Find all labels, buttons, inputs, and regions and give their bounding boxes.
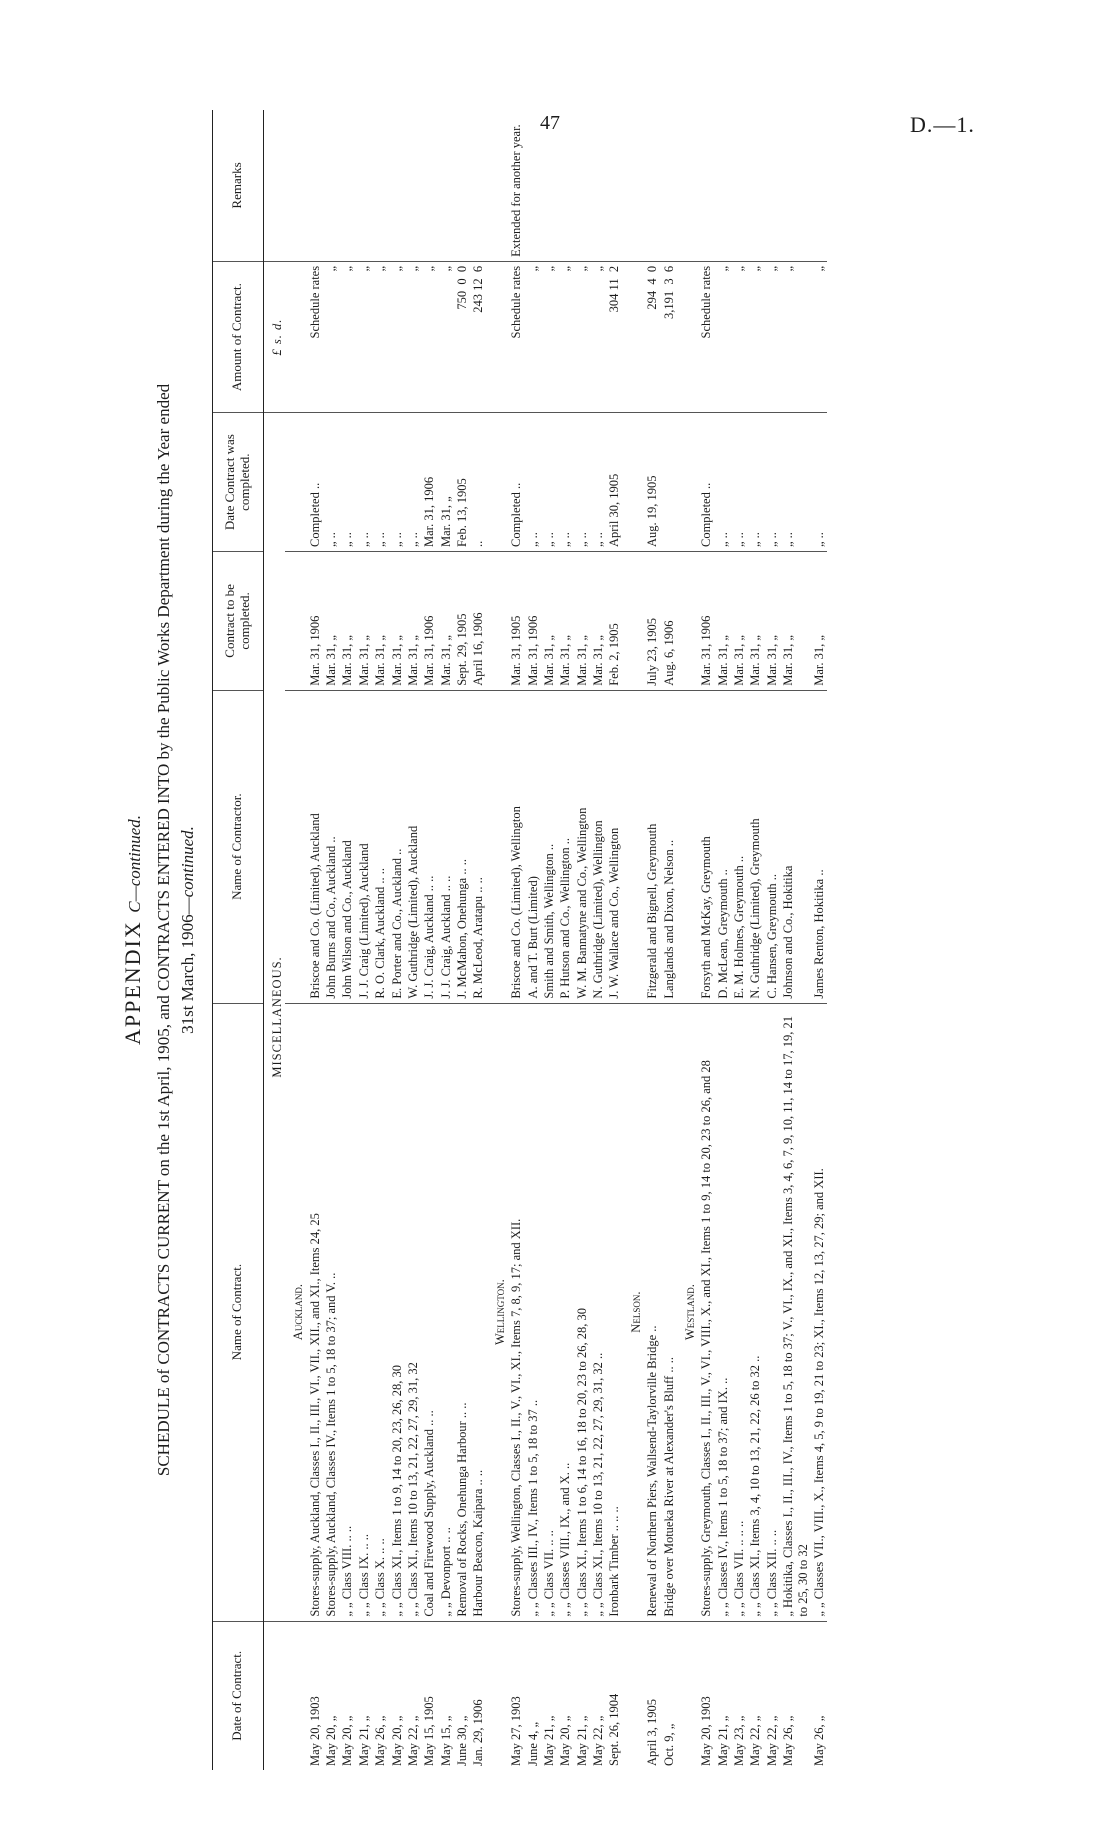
cell-completed: „ .. (574, 413, 590, 552)
table-row (541, 110, 557, 1770)
table-row (747, 110, 763, 1770)
table-row (470, 110, 486, 1770)
region-spacer (677, 110, 698, 261)
cell-contract-name: Harbour Beacon, Kaipara .. .. (470, 1003, 486, 1621)
col-amount-header: Amount of Contract. (213, 261, 264, 412)
cell-to-be-completed: Mar. 31, „ (747, 552, 763, 691)
cell-contract-name: „ „ Class VIII. .. .. (339, 1003, 355, 1621)
cell-contractor: Langlands and Dixon, Nelson .. (661, 690, 677, 1003)
header-row (213, 110, 264, 1770)
cell-remarks (606, 110, 622, 261)
cell-remarks (339, 110, 355, 261)
cell-remarks (307, 110, 323, 261)
table-row (307, 110, 323, 1770)
cell-completed: .. (470, 413, 486, 552)
table-row (715, 110, 731, 1770)
schedule-title-line1: SCHEDULE of CONTRACTS CURRENT on the 1st April, 1905, and CONTRACTS ENTERED INTO by the Public Works Department during the Year ended (154, 383, 173, 1477)
cell-amount: 243 12 6 (470, 261, 486, 412)
cell-to-be-completed: Feb. 2, 1905 (606, 552, 622, 691)
cell-to-be-completed: Mar. 31, „ (541, 552, 557, 691)
cell-to-be-completed: Mar. 31, „ (323, 552, 339, 691)
table-row (764, 110, 780, 1770)
cell-remarks (389, 110, 405, 261)
cell-date: May 20, „ (324, 1715, 338, 1766)
cell-date: May 15, „ (438, 1715, 453, 1766)
cell-contract-name: „ „ Devonport .. .. (438, 1003, 454, 1621)
cell-remarks (356, 110, 372, 261)
region-heading: Nelson. (623, 1003, 644, 1621)
cell-remarks (323, 110, 339, 261)
cell-date: May 23, „ (732, 1715, 746, 1766)
region-spacer (487, 552, 508, 691)
cell-contractor: A. and T. Burt (Limited) (525, 690, 541, 1003)
region-heading-row (623, 110, 644, 1770)
cell-contractor: J. J. Craig, Auckland .. .. (438, 690, 454, 1003)
cell-date: May 22, „ (405, 1715, 420, 1766)
cell-to-be-completed: Mar. 31, „ (557, 552, 573, 691)
region-spacer (487, 1621, 508, 1770)
schedule-title-line2-cont: continued. (178, 826, 197, 898)
cell-contractor: John Burns and Co., Auckland .. (323, 690, 339, 1003)
cell-completed: „ .. (389, 413, 405, 552)
cell-to-be-completed: Mar. 31, 1906 (307, 552, 323, 691)
cell-contractor: R. McLeod, Aratapu .. .. (470, 690, 486, 1003)
region-spacer (487, 261, 508, 412)
cell-amount: Schedule rates (508, 261, 524, 412)
cell-remarks (698, 110, 714, 261)
table-row (574, 110, 590, 1770)
cell-completed: Feb. 13, 1905 (454, 413, 470, 552)
cell-date: May 22, „ (748, 1715, 763, 1766)
region-heading-row (285, 110, 306, 1770)
cell-completed: Completed .. (307, 413, 323, 552)
cell-amount: „ (541, 261, 557, 412)
cell-contractor: W. Guthridge (Limited), Auckland (405, 690, 421, 1003)
cell-date: Sept. 26, 1904 (607, 1693, 622, 1766)
col-completed-header: Date Contract was completed. (213, 413, 264, 552)
region-heading: Wellington. (487, 1003, 508, 1621)
region-spacer (623, 1621, 644, 1770)
col-name-header: Name of Contract. (213, 1003, 264, 1621)
cell-completed: Mar. 31, 1906 (421, 413, 437, 552)
table-row (356, 110, 372, 1770)
cell-remarks (470, 110, 486, 261)
cell-amount: „ (590, 261, 606, 412)
cell-amount: 304 11 2 (606, 261, 622, 412)
cell-to-be-completed: Mar. 31, „ (764, 552, 780, 691)
cell-contractor: Fitzgerald and Bignell, Greymouth (644, 690, 660, 1003)
cell-remarks (715, 110, 731, 261)
table-body (263, 110, 827, 1770)
cell-amount: „ (339, 261, 355, 412)
cell-completed: Completed .. (508, 413, 524, 552)
cell-amount: „ (389, 261, 405, 412)
cell-to-be-completed: Aug. 6, 1906 (661, 552, 677, 691)
cell-contract-name: Stores-supply, Auckland, Classes IV., Items 1 to 5, 18 to 37; and V. .. (323, 1003, 339, 1621)
cell-contractor: P. Hutson and Co., Wellington .. (557, 690, 573, 1003)
cell-remarks (372, 110, 388, 261)
cell-contract-name: Stores-supply, Wellington, Classes I., II., V., VI., XI., Items 7, 8, 9, 17; and XII. (508, 1003, 524, 1621)
cell-amount: „ (438, 261, 454, 412)
table-row (557, 110, 573, 1770)
cell-date: April 3, 1905 (645, 1698, 660, 1766)
cell-remarks (421, 110, 437, 261)
cell-remarks: Extended for another year. (508, 110, 524, 261)
cell-completed: „ .. (557, 413, 573, 552)
cell-to-be-completed: Mar. 31, „ (731, 552, 747, 691)
cell-remarks (764, 110, 780, 261)
table-row (323, 110, 339, 1770)
cell-amount: 3,191 3 6 (661, 261, 677, 412)
cell-remarks (661, 110, 677, 261)
cell-to-be-completed: Mar. 31, „ (389, 552, 405, 691)
cell-remarks (574, 110, 590, 261)
table-row (421, 110, 437, 1770)
cell-contract-name: „ „ Class XI., Items 3, 4, 10 to 13, 21, 22, 26 to 32 .. (747, 1003, 763, 1621)
cell-to-be-completed: Mar. 31, „ (590, 552, 606, 691)
region-spacer (487, 413, 508, 552)
cell-amount: „ (731, 261, 747, 412)
cell-contract-name: „ „ Class X. .. .. (372, 1003, 388, 1621)
section-title-row (263, 110, 285, 1770)
cell-amount: „ (557, 261, 573, 412)
region-heading: Westland. (677, 1003, 698, 1621)
table-row (389, 110, 405, 1770)
cell-amount: „ (525, 261, 541, 412)
cell-to-be-completed: Mar. 31, „ (574, 552, 590, 691)
schedule-title-line2-text: 31st March, 1906— (178, 897, 197, 1034)
cell-remarks (644, 110, 660, 261)
cell-contract-name: „ „ Class VII. .. .. .. (731, 1003, 747, 1621)
cell-contractor: J. J. Craig, Auckland .. .. (421, 690, 437, 1003)
cell-contractor: W. M. Bannatyne and Co., Wellington (574, 690, 590, 1003)
schedule-title-line2 (178, 80, 198, 1780)
cell-contractor: Smith and Smith, Wellington .. (541, 690, 557, 1003)
cell-date: May 21, „ (356, 1715, 371, 1766)
cell-date: June 4, „ (525, 1721, 540, 1766)
cell-amount: „ (747, 261, 763, 412)
cell-contractor: N. Guthridge (Limited), Greymouth (747, 690, 763, 1003)
contracts-table (212, 110, 827, 1770)
cell-date: Oct. 9, „ (661, 1723, 676, 1766)
table-row (644, 110, 660, 1770)
table-row (339, 110, 355, 1770)
section-spacer (263, 1621, 285, 1770)
table-row (454, 110, 470, 1770)
cell-date: May 21, „ (574, 1715, 589, 1766)
cell-contractor: N. Guthridge (Limited), Wellington (590, 690, 606, 1003)
cell-to-be-completed: Mar. 31, „ (780, 552, 811, 691)
table-row (811, 110, 827, 1770)
region-spacer (623, 552, 644, 691)
region-spacer (285, 110, 306, 261)
section-spacer-right (263, 110, 285, 261)
cell-contractor: J. McMahon, Onehunga .. .. (454, 690, 470, 1003)
cell-contract-name: „ „ Class XI., Items 10 to 13, 21, 22, 27, 29, 31, 32 .. (590, 1003, 606, 1621)
region-heading-row (677, 110, 698, 1770)
cell-remarks (557, 110, 573, 261)
cell-contract-name: Ironbark Timber .. .. .. (606, 1003, 622, 1621)
cell-contractor: J. J. Craig (Limited), Auckland (356, 690, 372, 1003)
lsd-label: £ s. d. (263, 261, 285, 412)
cell-completed: „ .. (764, 413, 780, 552)
col-remarks-header: Remarks (213, 110, 264, 261)
cell-date: May 22, „ (764, 1715, 779, 1766)
cell-remarks (731, 110, 747, 261)
cell-amount: Schedule rates (307, 261, 323, 412)
cell-amount: Schedule rates (698, 261, 714, 412)
col-to-be-completed-header: Contract to be completed. (213, 552, 264, 691)
cell-date: May 26, „ (811, 1715, 826, 1766)
region-spacer (623, 261, 644, 412)
cell-contract-name: „ Hokitika, Classes I., II., III., IV., Items 1 to 5, 18 to 37; V., VI., IX., and XI., Items 3, 4, 6, 7, 9, 10, 11, 14 to 17, 19, 21 to 25, 30 to 32 (780, 1003, 811, 1621)
cell-contract-name: Coal and Firewood Supply, Auckland .. .. (421, 1003, 437, 1621)
cell-date: May 27, 1903 (509, 1696, 524, 1766)
cell-date: Jan. 29, 1906 (471, 1699, 486, 1766)
cell-contractor: R. O. Clark, Auckland .. .. (372, 690, 388, 1003)
cell-completed: „ .. (780, 413, 811, 552)
table-row (405, 110, 421, 1770)
region-spacer (677, 261, 698, 412)
cell-remarks (590, 110, 606, 261)
region-spacer (677, 1621, 698, 1770)
cell-date: May 20, „ (389, 1715, 404, 1766)
cell-contractor: Johnson and Co., Hokitika (780, 690, 811, 1003)
appendix-title (120, 80, 146, 1780)
cell-remarks (525, 110, 541, 261)
table-row (698, 110, 714, 1770)
cell-date: May 20, „ (558, 1715, 573, 1766)
cell-completed: „ .. (323, 413, 339, 552)
table-row (525, 110, 541, 1770)
cell-to-be-completed: Mar. 31, „ (356, 552, 372, 691)
page-number: 47 (540, 112, 560, 134)
cell-completed: April 30, 1905 (606, 413, 622, 552)
region-spacer (677, 413, 698, 552)
cell-contract-name: Bridge over Motueka River at Alexander's Bluff .. .. (661, 1003, 677, 1621)
cell-to-be-completed: Mar. 31, 1905 (508, 552, 524, 691)
cell-amount: „ (764, 261, 780, 412)
cell-amount: „ (780, 261, 811, 412)
cell-contract-name: „ „ Classes VIII., IX., and X. .. (557, 1003, 573, 1621)
cell-completed: „ .. (590, 413, 606, 552)
cell-to-be-completed: Mar. 31, 1906 (698, 552, 714, 691)
cell-to-be-completed: July 23, 1905 (644, 552, 660, 691)
cell-amount: 750 0 0 (454, 261, 470, 412)
region-heading-row (487, 110, 508, 1770)
cell-remarks (811, 110, 827, 261)
cell-contractor: J. W. Wallace and Co., Wellington (606, 690, 622, 1003)
cell-amount: „ (421, 261, 437, 412)
cell-completed: „ .. (405, 413, 421, 552)
table-row (438, 110, 454, 1770)
cell-contractor: James Renton, Hokitika .. (811, 690, 827, 1003)
rotated-schedule (120, 80, 1080, 1780)
cell-remarks (405, 110, 421, 261)
cell-contract-name: Stores-supply, Greymouth, Classes I., II., III., V., VI., VIII., X., and XI., Items 1 to 9, 14 to 20, 23 to 26, and 28 (698, 1003, 714, 1621)
cell-contract-name: Stores-supply, Auckland, Classes I., II., III., VI., VII., XII., and XI., Items 24, 25 (307, 1003, 323, 1621)
cell-to-be-completed: Mar. 31, „ (339, 552, 355, 691)
cell-to-be-completed: Mar. 31, „ (438, 552, 454, 691)
cell-amount: 294 4 0 (644, 261, 660, 412)
region-spacer (623, 690, 644, 1003)
region-spacer (285, 261, 306, 412)
cell-date: May 22, „ (591, 1715, 605, 1766)
cell-contract-name: „ „ Classes IV., Items 1 to 5, 18 to 37; and IX. .. (715, 1003, 731, 1621)
cell-completed: „ .. (731, 413, 747, 552)
cell-amount: „ (323, 261, 339, 412)
cell-remarks (454, 110, 470, 261)
cell-date: May 26, „ (373, 1715, 388, 1766)
region-spacer (285, 413, 306, 552)
cell-date: May 20, 1903 (307, 1696, 322, 1766)
cell-remarks (780, 110, 811, 261)
region-spacer (677, 690, 698, 1003)
table-row (606, 110, 622, 1770)
cell-contractor: D. McLean, Greymouth .. (715, 690, 731, 1003)
region-spacer (487, 690, 508, 1003)
cell-contract-name: „ „ Class XII. .. .. (764, 1003, 780, 1621)
cell-contractor: C. Hansen, Greymouth .. (764, 690, 780, 1003)
cell-contract-name: „ „ Class VII. .. .. (541, 1003, 557, 1621)
table-row (508, 110, 524, 1770)
cell-date: May 15, 1905 (422, 1696, 437, 1766)
cell-amount: „ (356, 261, 372, 412)
cell-completed: Aug. 19, 1905 (644, 413, 660, 552)
cell-completed: „ .. (372, 413, 388, 552)
region-spacer (285, 552, 306, 691)
cell-completed: „ .. (747, 413, 763, 552)
cell-contract-name: „ „ Classes III., IV., Items 1 to 5, 18 to 37 .. (525, 1003, 541, 1621)
cell-to-be-completed: Mar. 31, „ (715, 552, 731, 691)
cell-date: June 30, „ (455, 1715, 469, 1766)
table-row (731, 110, 747, 1770)
cell-contractor: E. M. Holmes, Greymouth .. (731, 690, 747, 1003)
cell-completed (661, 413, 677, 552)
region-spacer (487, 110, 508, 261)
cell-contract-name: „ „ Class IX. .. .. (356, 1003, 372, 1621)
table-row (661, 110, 677, 1770)
cell-completed: „ .. (541, 413, 557, 552)
cell-completed: „ .. (715, 413, 731, 552)
region-spacer (623, 413, 644, 552)
cell-completed: „ .. (339, 413, 355, 552)
table-row (372, 110, 388, 1770)
document-id: D.—1. (910, 112, 975, 137)
cell-amount: „ (372, 261, 388, 412)
cell-to-be-completed: Mar. 31, „ (372, 552, 388, 691)
region-spacer (285, 690, 306, 1003)
col-date-header: Date of Contract. (213, 1621, 264, 1770)
table-row (780, 110, 811, 1770)
cell-to-be-completed: Mar. 31, 1906 (421, 552, 437, 691)
appendix-label: APPENDIX (120, 920, 145, 1046)
appendix-continued: C—continued. (125, 814, 144, 913)
cell-to-be-completed: Sept. 29, 1905 (454, 552, 470, 691)
region-heading: Auckland. (285, 1003, 306, 1621)
cell-completed: Completed .. (698, 413, 714, 552)
cell-contract-name: „ „ Classes VII., VIII., X., Items 4, 5, 9 to 19, 21 to 23; XI., Items 12, 13, 27, 29; and XII. (811, 1003, 827, 1621)
cell-to-be-completed: April 16, 1906 (470, 552, 486, 691)
cell-amount: „ (811, 261, 827, 412)
cell-completed: „ .. (811, 413, 827, 552)
cell-contractor: Briscoe and Co. (Limited), Wellington (508, 690, 524, 1003)
cell-to-be-completed: Mar. 31, 1906 (525, 552, 541, 691)
cell-amount: „ (574, 261, 590, 412)
col-contractor-header: Name of Contractor. (213, 690, 264, 1003)
region-spacer (623, 110, 644, 261)
cell-date: May 21, „ (541, 1715, 556, 1766)
section-title: MISCELLANEOUS. (263, 413, 285, 1621)
region-spacer (285, 1621, 306, 1770)
cell-remarks (747, 110, 763, 261)
cell-contractor: Forsyth and McKay, Greymouth (698, 690, 714, 1003)
cell-amount: „ (405, 261, 421, 412)
cell-date: May 26, „ (781, 1715, 796, 1766)
cell-contract-name: Removal of Rocks, Onehunga Harbour .. .. (454, 1003, 470, 1621)
region-spacer (677, 552, 698, 691)
cell-contract-name: „ „ Class XI., Items 1 to 9, 14 to 20, 23, 26, 28, 30 (389, 1003, 405, 1621)
cell-to-be-completed: Mar. 31, „ (405, 552, 421, 691)
cell-completed: „ .. (356, 413, 372, 552)
cell-to-be-completed: Mar. 31, „ (811, 552, 827, 691)
cell-remarks (438, 110, 454, 261)
cell-contract-name: „ „ Class XI., Items 10 to 13, 21, 22, 27, 29, 31, 32 (405, 1003, 421, 1621)
cell-contractor: John Wilson and Co., Auckland (339, 690, 355, 1003)
table-row (590, 110, 606, 1770)
cell-completed: Mar. 31, „ (438, 413, 454, 552)
cell-remarks (541, 110, 557, 261)
cell-contract-name: „ „ Class XI., Items 1 to 6, 14 to 16, 18 to 20, 23 to 26, 28, 30 (574, 1003, 590, 1621)
cell-contractor: E. Porter and Co., Auckland .. (389, 690, 405, 1003)
cell-contract-name: Renewal of Northern Piers, Wallsend-Taylorville Bridge .. (644, 1003, 660, 1621)
cell-amount: „ (715, 261, 731, 412)
cell-completed: „ .. (525, 413, 541, 552)
cell-date: May 21, „ (715, 1715, 730, 1766)
cell-contractor: Briscoe and Co. (Limited), Auckland (307, 690, 323, 1003)
cell-date: May 20, 1903 (699, 1696, 714, 1766)
cell-date: May 20, „ (340, 1715, 355, 1766)
